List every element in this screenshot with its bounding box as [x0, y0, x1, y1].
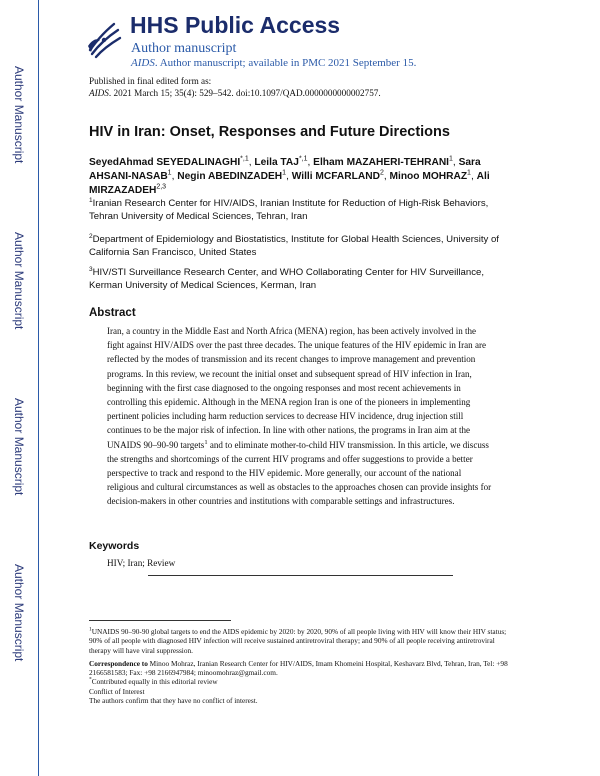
affiliation	[89, 233, 519, 259]
author-name: Elham MAZAHERI-TEHRANI	[313, 157, 450, 168]
affiliation-num: 1	[89, 196, 93, 204]
abstract-text: and to eliminate mother-to-child HIV transmission. In this article, we discuss the strengths and shortcomings of the current HIV programs and offer suggestions to provide a better perspective to track and respond to the HIV epidemic. More generally, our account of the national religious and cultural circumstances as well as obstacles to the approaches chosen can provide insights for decision-makers in other countries and institutions with comparable settings and infrastructures.	[107, 439, 492, 507]
author-name: Leila TAJ	[254, 157, 299, 168]
abstract-heading: Abstract	[89, 307, 136, 319]
author-sup: 1	[449, 155, 453, 163]
author-name: Minoo MOHRAZ	[389, 171, 468, 182]
author-list: SeyedAhmad $SEYEDALINAGHI^{*,1}$, Leila $TAJ^{*,1}$, Elham MAZAHERI-TEHRANI$^1$, Sara AHSANI-NASAB$^1$, Negin ABEDINZADEH$^1$, Willi MCFARLAND$^2$, Minoo MOHRAZ$^1$, Ali MIRZAZADEH$^{2,3}$	[89, 155, 490, 196]
article-title: HIV in Iran: Onset, Responses and Future Directions	[89, 124, 450, 140]
affiliation-text: HIV/STI Surveillance Research Center, and WHO Collaborating Center for HIV Surveillance, Kerman University of Medical Sciences, Kerman, Iran	[89, 267, 485, 291]
author-name: Willi MCFARLAND	[291, 171, 380, 182]
divider	[148, 575, 453, 576]
correspondence	[89, 659, 514, 678]
footnote-num: 1	[89, 626, 92, 633]
footnote-mark: *	[89, 677, 92, 684]
footnote-text: UNAIDS 90–90-90 global targets to end the AIDS epidemic by 2020: by 2020, 90% of all people living with HIV will know their HIV status; 90% of all people with diagnosed HIV infection will receive sustained antiretroviral therapy; and 90% of all people receiving antiretroviral therapy will have viral suppression.	[89, 627, 507, 655]
affiliation-num: 2	[89, 232, 93, 240]
author-name: Ali MIRZAZADEH	[89, 171, 490, 196]
affiliation	[89, 266, 519, 292]
sidebar-label: Author Manuscript	[12, 564, 26, 662]
correspondence-text: Minoo Mohraz, Iranian Research Center for HIV/AIDS, Imam Khomeini Hospital, Keshavarz Blvd, Tehran, Iran, Tel: +98 2166581583; Fax: +98 2166947984; minoomohraz@gmail.com.	[89, 658, 508, 678]
equal-contribution-note	[89, 677, 514, 686]
header-title: HHS Public Access	[130, 12, 341, 38]
equal-contribution-text: Contributed equally in this editorial review	[91, 677, 218, 687]
header-subtitle: Author manuscript	[131, 41, 237, 56]
sidebar-label: Author Manuscript	[12, 66, 26, 164]
abstract-body	[107, 324, 495, 509]
keywords-heading: Keywords	[89, 540, 140, 552]
published-label: Published in final edited form as:	[89, 76, 212, 86]
footnote-divider	[89, 620, 231, 621]
sidebar-label: Author Manuscript	[12, 232, 26, 330]
citation-journal: AIDS	[89, 88, 109, 98]
author-sup: *,1	[240, 155, 249, 163]
correspondence-label: Correspondence to	[89, 658, 148, 668]
publication-info	[89, 75, 381, 99]
sidebar-label: Author Manuscript	[12, 398, 26, 496]
footnote-ref[interactable]: 1	[204, 438, 208, 446]
coi-heading: Conflict of Interest	[89, 686, 145, 696]
author-sup: 1	[282, 169, 287, 177]
footnotes	[89, 627, 514, 705]
author-name: Negin ABEDINZADEH	[177, 171, 283, 182]
affiliation-text: Iranian Research Center for HIV/AIDS, Iranian Institute for Reduction of High-Risk Behaviors, Tehran University of Medical Sciences, Tehran, Iran	[89, 198, 489, 222]
author-sup: 1	[167, 169, 172, 177]
affiliation-text: Department of Epidemiology and Biostatistics, Institute for Global Health Sciences, University of California San Francisco, United States	[89, 234, 499, 258]
author-sup: 2,3	[156, 183, 167, 191]
citation-text: . 2021 March 15; 35(4): 529–542. doi:10.1097/QAD.0000000000002757.	[108, 88, 381, 98]
affiliation-num: 3	[89, 265, 93, 273]
journal-abbrev: AIDS	[131, 57, 155, 69]
author-sup: 1	[467, 169, 471, 177]
hhs-eagle-logo-icon	[82, 16, 124, 60]
sidebar-divider	[38, 0, 39, 776]
header-availability	[131, 57, 416, 69]
author-sup: *,1	[298, 155, 308, 163]
keywords-list: HIV; Iran; Review	[107, 558, 176, 568]
author-name: SeyedAhmad SEYEDALINAGHI	[89, 157, 241, 168]
footnote-1	[89, 627, 514, 655]
author-sup: 2	[379, 169, 384, 177]
affiliation	[89, 197, 519, 223]
abstract-text: Iran, a country in the Middle East and North Africa (MENA) region, has been actively involved in the fight against HIV/AIDS over the past three decades. The unique features of the HIV epidemic in Iran are reflected by the modes of transmission and its recent changes to improve management and prevention programs. In this review, we recount the initial onset and subsequent spread of HIV infection in Iran, beginning with the first case diagnosed to the ongoing responses and most recent achievements in controlling this epidemic. Although in the MENA region Iran is one of the pioneers in implementing pertinent policies including harm reduction services to decrease HIV incidence, drug injection still continues to be the major risk of infection. In line with other nations, the programs in Iran aim at the UNAIDS 90–90-90 targets	[107, 326, 486, 450]
citation	[89, 87, 381, 99]
author-name: Sara AHSANI-NASAB	[89, 157, 481, 182]
coi-text: The authors confirm that they have no conflict of interest.	[89, 696, 258, 706]
availability-text: . Author manuscript; available in PMC 2021 September 15.	[154, 57, 417, 69]
